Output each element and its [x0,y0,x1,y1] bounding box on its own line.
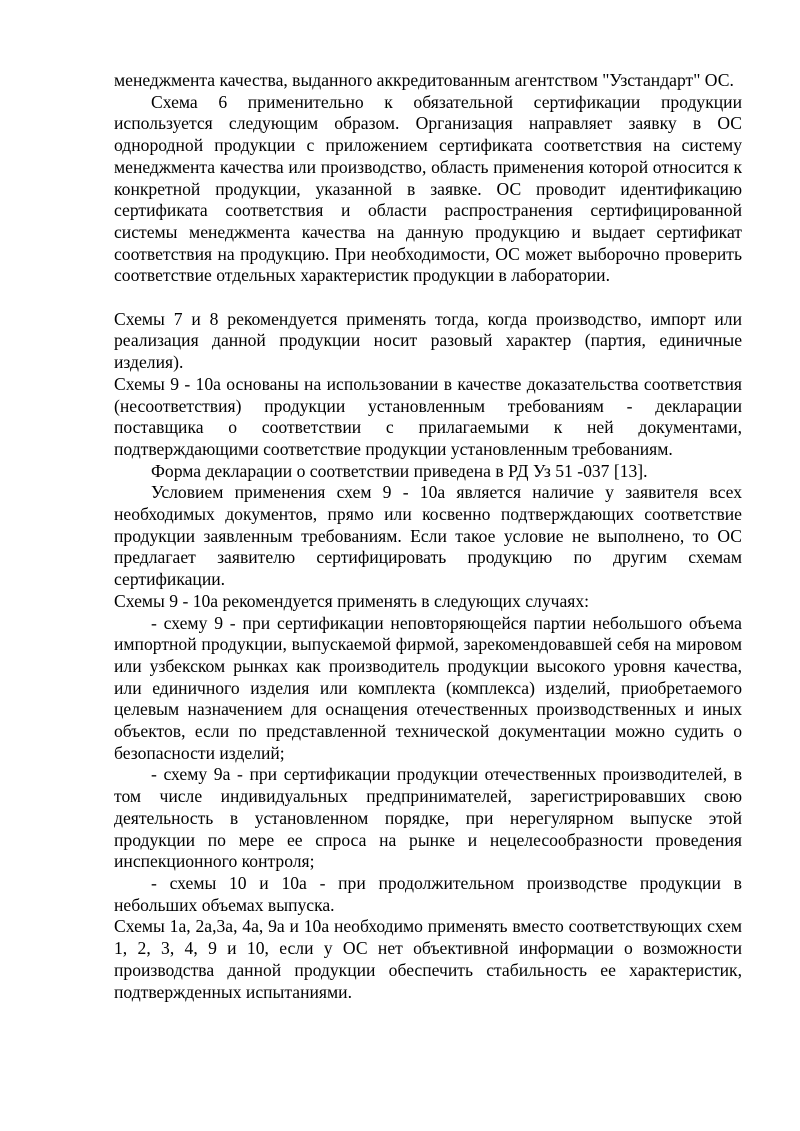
paragraph-schemes-9-10a-basis: Схемы 9 - 10а основаны на использовании в качестве доказательства соответствия (несоответствия) продукции установленным требованиям - декларации поставщика о соответствии с прилагаемыми к ней документами, подтверждающими соответствие продукции установленным требованиям. [114,373,742,459]
list-item-scheme-9a: - схему 9а - при сертификации продукции отечественных производителей, в том числе индивидуальных предпринимателей, зарегистрировавших свою деятельность в установленном порядке, при нерегулярном выпуске этой продукции по мере ее спроса на рынке и нецелесообразности проведения инспекционного контроля; [114,764,742,872]
paragraph-scheme-6: Схема 6 применительно к обязательной сертификации продукции используется следующим образом. Организация направляет заявку в ОС однородной продукции с приложением сертификата соответствия на систему менеджмента качества или производство, область применения которой относится к конкретной продукции, указанной в заявке. ОС проводит идентификацию сертификата соответствия и области распространения сертифицированной системы менеджмента качества на данную продукцию и выдает сертификат соответствия на продукцию. При необходимости, ОС может выборочно проверить соответствие отдельных характеристик продукции в лаборатории. [114,91,742,286]
list-item-scheme-9: - схему 9 - при сертификации неповторяющейся партии небольшого объема импортной продукции, выпускаемой фирмой, зарекомендовавшей себя на мировом или узбекском рынках как производитель продукции высокого уровня качества, или единичного изделия или комплекта (комплекса) изделий, приобретаемого целевым назначением для оснащения отечественных производственных и иных объектов, если по представленной технической документации можно судить о безопасности изделий; [114,612,742,763]
paragraph-declaration-form: Форма декларации о соответствии приведена в РД Уз 51 -037 [13]. [151,460,648,481]
paragraph-application-condition: Условием применения схем 9 - 10а является наличие у заявителя всех необходимых документов, прямо или косвенно подтверждающих соответствие продукции заявленным требованиям. Если такое условие не выполнено, то ОС предлагает заявителю сертифицировать продукцию по другим схемам сертификации. [114,482,742,590]
list-item-schemes-10-10a: - схемы 10 и 10а - при продолжительном производстве продукции в небольших объемах выпуска. [114,873,742,915]
document-page [114,70,742,1003]
paragraph-qms-certificate-end: менеджмента качества, выданного аккредитованным агентством "Узстандарт" ОС. [114,70,734,90]
paragraph-cases-intro: Схемы 9 - 10а рекомендуется применять в следующих случаях: [114,590,590,611]
paragraph-schemes-a-substitution: Схемы 1а, 2а,3а, 4а, 9а и 10а необходимо применять вместо соответствующих схем 1, 2, 3, 4, 9 и 10, если у ОС нет объективной информации о возможности производства данной продукции обеспечить стабильность ее характеристик, подтвержденных испытаниями. [114,916,742,1002]
paragraph-schemes-7-8: Схемы 7 и 8 рекомендуется применять тогда, когда производство, импорт или реализация данной продукции носит разовый характер (партия, единичные изделия). [114,308,742,373]
paragraph-spacer [114,287,742,309]
